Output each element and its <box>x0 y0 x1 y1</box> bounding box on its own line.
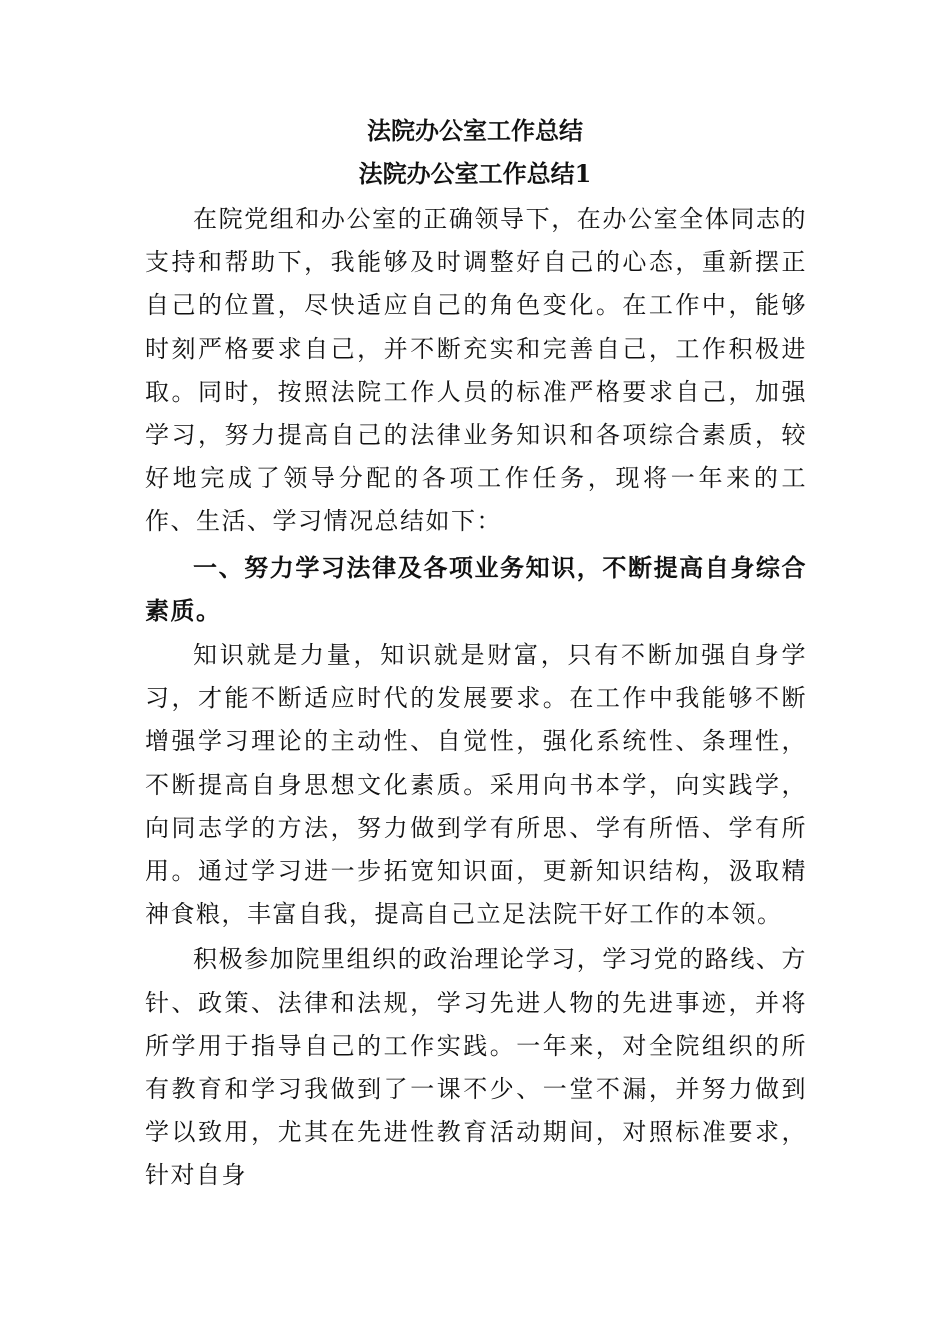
document-body <box>145 198 807 1198</box>
paragraph-intro: 在院党组和办公室的正确领导下，在办公室全体同志的支持和帮助下，我能够及时调整好自己的心态，重新摆正自己的位置，尽快适应自己的角色变化。在工作中，能够时刻严格要求自己，并不断充实和完善自己，工作积极进取。同时，按照法院工作人员的标准严格要求自己，加强学习，努力提高自己的法律业务知识和各项综合素质，较好地完成了领导分配的各项工作任务，现将一年来的工作、生活、学习情况总结如下： <box>145 205 807 536</box>
document-title: 法院办公室工作总结 <box>367 116 583 145</box>
paragraph-political-study: 积极参加院里组织的政治理论学习，学习党的路线、方针、政策、法律和法规，学习先进人物的先进事迹，并将所学用于指导自己的工作实践。一年来，对全院组织的所有教育和学习我做到了一课不少、一堂不漏，并努力做到学以致用，尤其在先进性教育活动期间，对照标准要求，针对自身 <box>145 945 807 1190</box>
document-subtitle: 法院办公室工作总结1 <box>358 159 592 188</box>
section-heading-1: 一、努力学习法律及各项业务知识，不断提高自身综合素质。 <box>145 552 807 625</box>
paragraph-knowledge: 知识就是力量，知识就是财富，只有不断加强自身学习，才能不断适应时代的发展要求。在工作中我能够不断增强学习理论的主动性、自觉性，强化系统性、条理性，不断提高自身思想文化素质。采用向书本学，向实践学，向同志学的方法，努力做到学有所思、学有所悟、学有所用。通过学习进一步拓宽知识面，更新知识结构，汲取精神食粮，丰富自我，提高自己立足法院干好工作的本领。 <box>145 641 807 929</box>
